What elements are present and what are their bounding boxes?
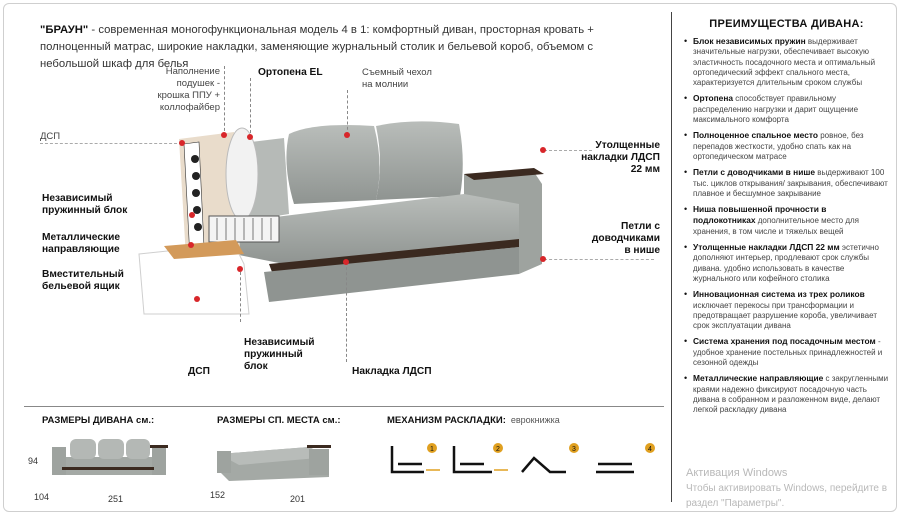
- bed-thumbnail: [209, 429, 339, 489]
- step-2-number: 2: [496, 446, 500, 453]
- callout-dot: [540, 147, 546, 153]
- label-ortopena-el: Ортопена EL: [258, 67, 323, 78]
- advantage-item: • Блок независимых пружин выдерживает значительные нагрузки, обеспечивает высокую эластичность посадочного места и оптимальный ортопедический эффект спального места, характеризуется длительным сроком службы: [684, 36, 889, 88]
- label-zip-cover: Съемный чехол на молнии: [362, 67, 432, 90]
- sofa-width: 251: [108, 494, 124, 504]
- advantages-panel: [684, 18, 889, 421]
- leader-ldsp: [346, 262, 347, 362]
- windows-activation-watermark: Активация Windows Чтобы активировать Windows, перейдите в раздел "Параметры".: [686, 467, 888, 509]
- mechanism-steps: [384, 436, 664, 486]
- callout-dot: [221, 132, 227, 138]
- callout-dot: [247, 134, 253, 140]
- step-4-number: 4: [648, 446, 652, 453]
- vertical-divider: [671, 12, 672, 502]
- callout-dot: [344, 132, 350, 138]
- leader-spring-2: [240, 272, 241, 322]
- label-linen-box: Вместительный бельевой ящик: [42, 269, 124, 292]
- sofa-sizes-title: РАЗМЕРЫ ДИВАНА см.:: [42, 415, 155, 426]
- label-thick-panels: Утолщенные накладки ЛДСП 22 мм: [581, 140, 660, 175]
- step-3-number: 3: [572, 446, 576, 453]
- callout-dot: [179, 140, 185, 146]
- intro-text: [40, 22, 640, 73]
- leader-dsp-top: [40, 143, 182, 144]
- advantage-item: • Ниша повышенной прочности в подлокотниках дополнительное место для хранения, в том числе и тяжелых вещей: [684, 204, 889, 237]
- leader-loops: [544, 259, 654, 260]
- callout-dot: [343, 259, 349, 265]
- callout-dot: [189, 212, 195, 218]
- intro-description: - современная моногофункциональная модель 4 в 1: комфортный диван, просторная кровать + полноценный матрас, широкие накладки, заменяющие журнальный столик и бельевой короб, объемом с небольшой шкаф для белья: [40, 24, 594, 70]
- leader-cover: [347, 90, 348, 135]
- callout-dot: [194, 296, 200, 302]
- sofa-illustration: [114, 104, 564, 324]
- bed-depth: 152: [210, 490, 226, 500]
- callout-dot: [237, 266, 243, 272]
- advantage-item: • Инновационная система из трех роликов исключает перекосы при трансформации и предотвращает разрушение короба, увеличивает срок эксплуатации дивана: [684, 289, 889, 331]
- label-dsp-top: ДСП: [40, 131, 61, 142]
- bed-sizes-title: РАЗМЕРЫ СП. МЕСТА см.:: [217, 415, 341, 426]
- advantage-item: • Утолщенные накладки ЛДСП 22 мм эстетично дополняют интерьер, продлевают срок службы дивана. удобно использовать в качестве журнального или кофейного столика: [684, 242, 889, 284]
- label-metal-guides: Металлические направляющие: [42, 232, 121, 255]
- model-name: "БРАУН": [40, 24, 89, 36]
- advantage-item: • Ортопена способствует правильному распределению нагрузки и дарит ощущение максимального комфорта: [684, 93, 889, 125]
- sofa-height: 94: [28, 456, 39, 466]
- bed-width: 201: [290, 494, 306, 504]
- advantage-item: • Система хранения под посадочным местом - удобное хранение постельных принадлежностей и сезонной одежды: [684, 336, 889, 368]
- mechanism-type: еврокнижка: [510, 415, 560, 425]
- mechanism-title: [387, 415, 560, 426]
- label-spring-block-2: Независимый пружинный блок: [244, 337, 315, 372]
- leader-filling: [224, 66, 225, 136]
- mechanism-label: МЕХАНИЗМ РАСКЛАДКИ:: [387, 415, 506, 426]
- label-ldsp-panel: Накладка ЛДСП: [352, 366, 432, 377]
- product-infographic: [3, 3, 897, 512]
- advantage-item: • Полноценное спальное место ровное, без перепадов жесткости, удобно спать как на ортопедическом матрасе: [684, 130, 889, 162]
- label-filling: Наполнение подушек - крошка ППУ + коллофайбер: [157, 66, 220, 113]
- step-1-number: 1: [430, 446, 434, 453]
- label-loops: Петли с доводчиками в нише: [591, 221, 660, 256]
- label-spring-block: Независимый пружинный блок: [42, 193, 128, 216]
- sofa-thumbnail: [44, 429, 174, 489]
- callout-dot: [540, 256, 546, 262]
- advantages-title: ПРЕИМУЩЕСТВА ДИВАНА:: [709, 18, 864, 30]
- label-dsp-bottom: ДСП: [188, 366, 210, 377]
- advantage-item: • Металлические направляющие с закругленными краями надежно фиксируют посадочную часть дивана в собранном и разложенном виде, делают легкой раскладку дивана: [684, 373, 889, 415]
- leader-ortopena: [250, 78, 251, 133]
- advantage-item: • Петли с доводчиками в нише выдерживают 100 тыс. циклов открывания/ закрывания, обеспечивают плавное и бесшумное закрывание: [684, 167, 889, 199]
- callout-dot: [188, 242, 194, 248]
- section-divider: [24, 406, 664, 407]
- sofa-depth: 104: [34, 492, 50, 502]
